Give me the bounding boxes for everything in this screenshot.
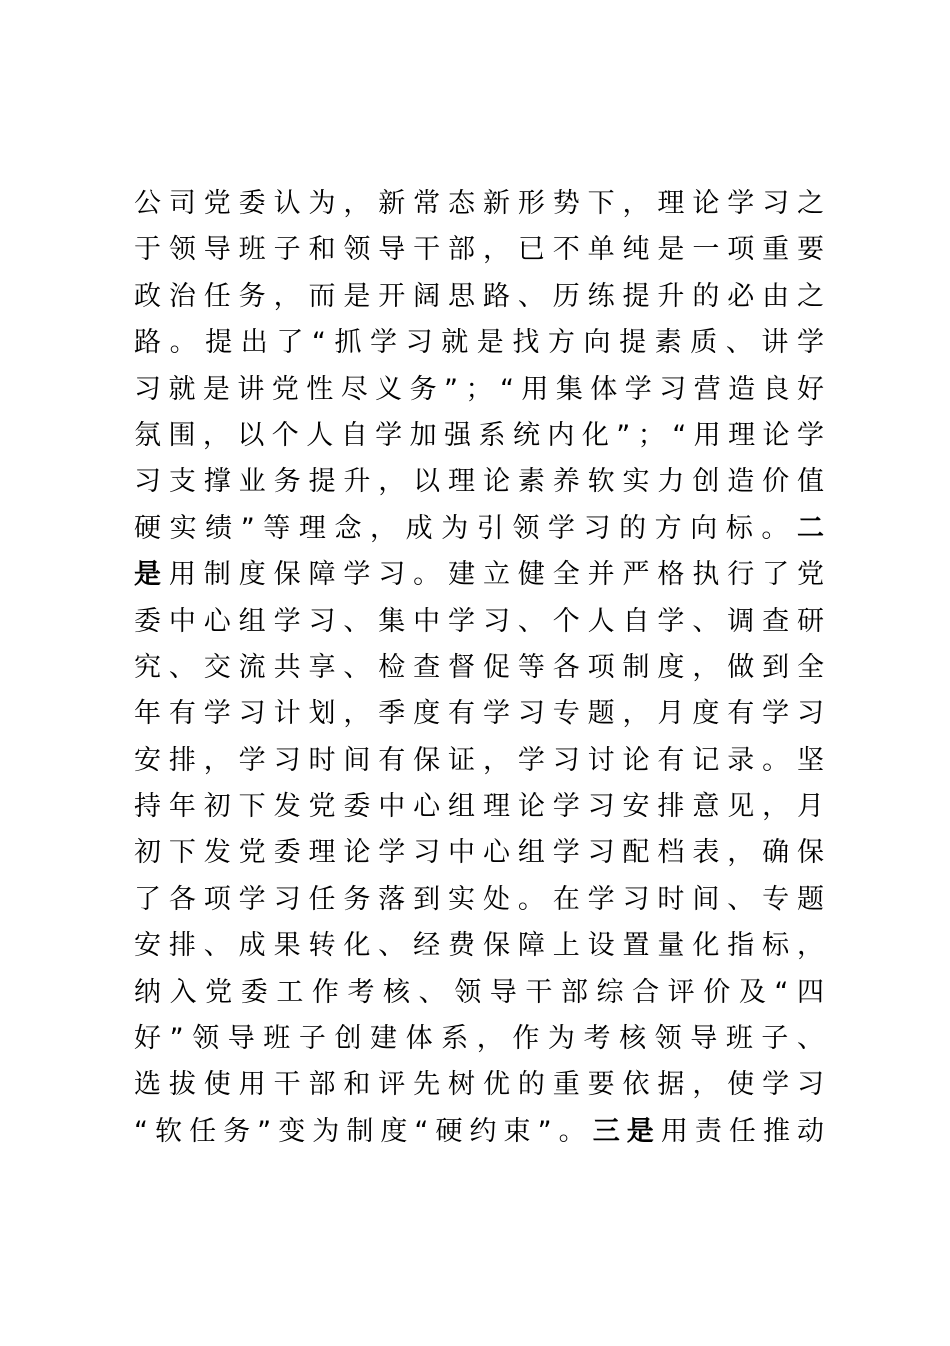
text-run: 路。提出了“抓学习就是找方向提素质、讲学 [134,327,833,359]
text-line [134,691,832,737]
text-run: 政治任务，而是开阔思路、历练提升的必由之 [134,280,832,312]
text-line [134,970,833,1016]
body-paragraph [134,181,833,1155]
text-line [134,830,832,876]
text-run: 纳入党委工作考核、领导干部综合评价及“四 [134,976,833,1008]
text-run: 公司党委认为，新常态新形势下，理论学习之 [134,188,832,219]
text-line [134,506,833,552]
text-line [134,1062,832,1108]
text-line [134,413,832,459]
text-line [134,274,832,320]
text-line [134,599,832,645]
text-line [134,552,832,598]
bold-text-run: 二 [797,512,833,544]
text-line [134,1016,833,1062]
text-line [134,320,833,366]
text-run: 好”领导班子创建体系，作为考核领导班子、 [134,1023,833,1055]
text-line [134,227,832,273]
text-line [134,877,832,923]
text-run: “软任务”变为制度“硬约束”。 [134,1115,593,1147]
text-run: 硬实绩”等理念，成为引领学习的方向标。 [134,512,797,544]
text-run: 年有学习计划，季度有学习专题，月度有学习 [134,698,832,730]
text-line [134,784,832,830]
text-line [134,645,832,691]
text-run: 持年初下发党委中心组理论学习安排意见，月 [134,791,832,823]
bold-text-run: 三是 [592,1115,661,1147]
text-line [134,181,832,227]
text-run: 安排，学习时间有保证，学习讨论有记录。坚 [134,744,832,776]
text-run: 用制度保障学习。建立健全并严格执行了党 [168,559,832,591]
text-run: 究、交流共享、检查督促等各项制度，做到全 [134,651,832,683]
text-run: 用责任推动 [660,1115,832,1147]
text-run: 氛围，以个人自学加强系统内化”；“用理论学 [134,419,832,451]
text-run: 安排、成果转化、经费保障上设置量化指标， [134,930,832,962]
text-line [134,459,832,505]
text-line [134,923,832,969]
text-line [134,1109,832,1155]
text-line [134,738,832,784]
text-run: 了各项学习任务落到实处。在学习时间、专题 [134,883,832,915]
text-run: 习支撑业务提升，以理论素养软实力创造价值 [134,466,832,498]
text-run: 习就是讲党性尽义务”；“用集体学习营造良好 [134,373,832,405]
text-run: 初下发党委理论学习中心组学习配档表，确保 [134,837,832,869]
bold-text-run: 是 [134,559,169,591]
text-run: 于领导班子和领导干部，已不单纯是一项重要 [134,234,832,266]
text-line [134,367,832,413]
text-run: 委中心组学习、集中学习、个人自学、调查研 [134,605,832,637]
text-run: 选拔使用干部和评先树优的重要依据，使学习 [134,1069,832,1101]
